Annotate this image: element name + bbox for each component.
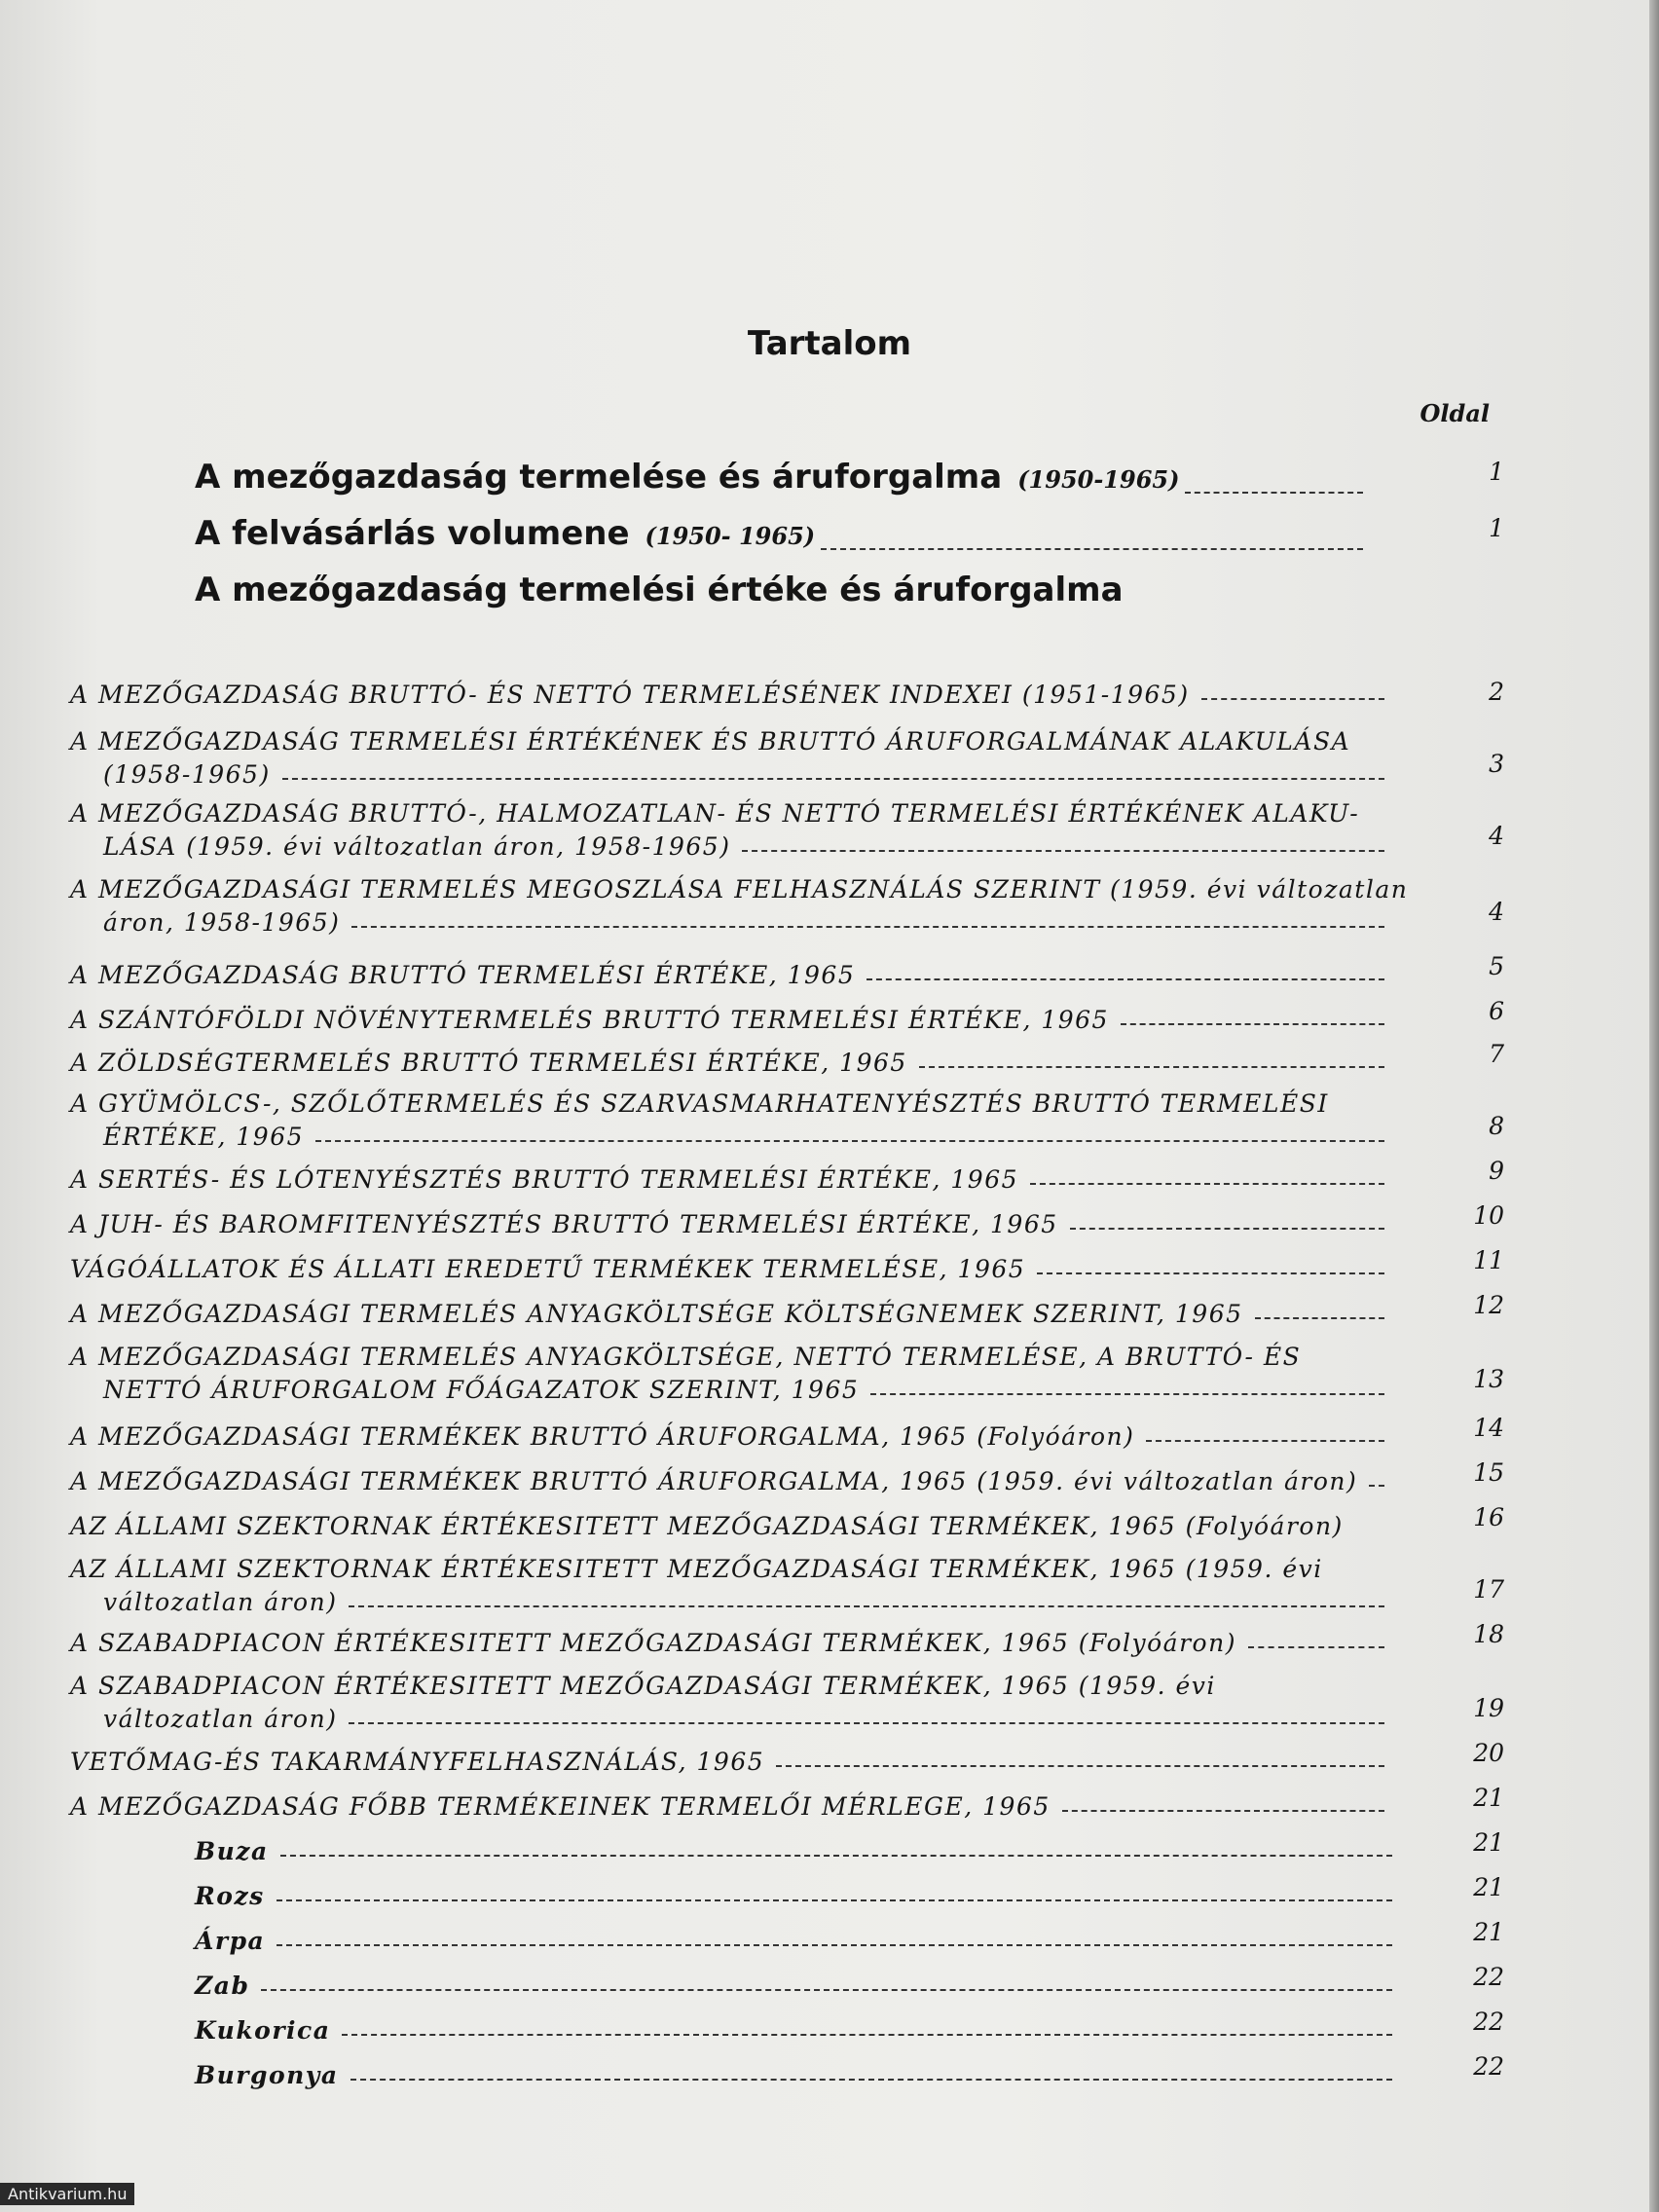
toc-subentry-title: Zab: [195, 1972, 250, 2000]
page-number: 1: [1489, 514, 1504, 542]
toc-entry: [70, 1040, 1384, 1077]
page-number: 21: [1473, 1784, 1504, 1812]
section-heading: [195, 458, 1363, 508]
page-number: 5: [1489, 952, 1504, 980]
dot-leader: [776, 1765, 1384, 1767]
page-number: 4: [1489, 898, 1504, 926]
section-heading: [195, 571, 1363, 621]
toc-entry: [70, 1291, 1384, 1328]
section-heading-text: A mezőgazdaság termelési értéke és áruforgalma: [195, 571, 1124, 609]
section-heading-years: (1950-1965): [1017, 465, 1180, 494]
toc-entry: [70, 997, 1384, 1034]
toc-entry-title-cont: LÁSA (1959. évi változatlan áron, 1958-1965): [103, 832, 731, 861]
page-number: 21: [1473, 1828, 1504, 1857]
page-number: 22: [1473, 1963, 1504, 1991]
page-column-header: Oldal: [1419, 399, 1490, 427]
toc-entry-title: A MEZŐGAZDASÁGI TERMELÉS ANYAGKÖLTSÉGE, NETTÓ TERMELÉSE, A BRUTTÓ- ÉS: [70, 1343, 1302, 1371]
dot-leader: [261, 1989, 1392, 1991]
dot-leader: [342, 2034, 1392, 2036]
dot-leader: [1062, 1810, 1384, 1812]
toc-entry: [70, 866, 1409, 937]
toc-entry: [70, 1081, 1384, 1151]
toc-entry-title: A SZABADPIACON ÉRTÉKESITETT MEZŐGAZDASÁGI TERMÉKEK, 1965 (Folyóáron): [70, 1629, 1236, 1657]
dot-leader: [349, 1605, 1384, 1607]
toc-entry-title: A MEZŐGAZDASÁG BRUTTÓ-, HALMOZATLAN- ÉS NETTÓ TERMELÉSI ÉRTÉKÉNEK ALAKU-: [70, 799, 1360, 828]
page-number: 15: [1473, 1458, 1504, 1487]
section-heading: [195, 514, 1363, 565]
toc-entry-title: A MEZŐGAZDASÁGI TERMÉKEK BRUTTÓ ÁRUFORGALMA, 1965 (Folyóáron): [70, 1422, 1135, 1451]
toc-subentry: [195, 1873, 1392, 1910]
toc-entry: [70, 1458, 1384, 1495]
page-number: 14: [1473, 1414, 1504, 1442]
page-number: 17: [1473, 1575, 1504, 1604]
page-number: 10: [1473, 1201, 1504, 1230]
watermark: Antikvarium.hu: [0, 2183, 134, 2205]
toc-entry: [70, 1620, 1384, 1657]
dot-leader: [351, 926, 1384, 928]
toc-entry-title: A MEZŐGAZDASÁG FŐBB TERMÉKEINEK TERMELŐI MÉRLEGE, 1965: [70, 1792, 1051, 1821]
dot-leader: [1369, 1485, 1384, 1487]
toc-entry-title-cont: áron, 1958-1965): [103, 908, 341, 937]
toc-entry: [70, 1784, 1384, 1821]
page-number: 11: [1473, 1246, 1504, 1274]
dot-leader: [1037, 1272, 1384, 1274]
toc-entry: [70, 791, 1384, 861]
toc-entry: [70, 1546, 1384, 1616]
dot-leader: [919, 1066, 1384, 1068]
page-number: 2: [1489, 678, 1504, 706]
toc-entry: [70, 719, 1384, 789]
toc-entry-title: VÁGÓÁLLATOK ÉS ÁLLATI EREDETŰ TERMÉKEK TERMELÉSE, 1965: [70, 1255, 1026, 1283]
toc-subentry: [195, 1963, 1392, 2000]
dot-leader: [276, 1899, 1392, 1901]
toc-entry-title: A MEZŐGAZDASÁG BRUTTÓ TERMELÉSI ÉRTÉKE, 1965: [70, 961, 856, 989]
dot-leader: [1185, 492, 1363, 494]
toc-entry-title: AZ ÁLLAMI SZEKTORNAK ÉRTÉKESITETT MEZŐGAZDASÁGI TERMÉKEK, 1965 (Folyóáron): [70, 1512, 1344, 1540]
page-number: 1: [1489, 458, 1504, 486]
toc-subentry-title: Árpa: [195, 1927, 266, 1955]
page-title: Tartalom: [747, 324, 912, 363]
dot-leader: [315, 1140, 1384, 1142]
dot-leader: [349, 1722, 1384, 1724]
dot-leader: [1146, 1440, 1384, 1442]
toc-entry-title: A MEZŐGAZDASÁGI TERMELÉS MEGOSZLÁSA FELHASZNÁLÁS SZERINT (1959. évi változatlan: [70, 875, 1409, 903]
toc-entry-title: A MEZŐGAZDASÁGI TERMELÉS ANYAGKÖLTSÉGE KÖLTSÉGNEMEK SZERINT, 1965: [70, 1300, 1243, 1328]
dot-leader: [280, 1855, 1392, 1857]
toc-entry: [70, 952, 1384, 989]
dot-leader: [276, 1944, 1392, 1946]
toc-entry-title-cont: (1958-1965): [103, 760, 271, 789]
toc-entry-title: VETŐMAG-ÉS TAKARMÁNYFELHASZNÁLÁS, 1965: [70, 1748, 765, 1776]
toc-entry: [70, 1503, 1384, 1540]
page-number: 20: [1473, 1739, 1504, 1767]
page-number: 21: [1473, 1918, 1504, 1946]
toc-entry: [70, 1739, 1384, 1776]
toc-entry: [70, 1334, 1384, 1404]
toc-subentry: [195, 1918, 1392, 1955]
toc-entry-title: A GYÜMÖLCS-, SZŐLŐTERMELÉS ÉS SZARVASMARHATENYÉSZTÉS BRUTTÓ TERMELÉSI: [70, 1089, 1329, 1118]
toc-entry: [70, 672, 1384, 709]
dot-leader: [1201, 698, 1384, 700]
section-heading-years: (1950- 1965): [645, 522, 816, 550]
toc-entry-title: A JUH- ÉS BAROMFITENYÉSZTÉS BRUTTÓ TERMELÉSI ÉRTÉKE, 1965: [70, 1210, 1058, 1238]
toc-entry-title: A MEZŐGAZDASÁG BRUTTÓ- ÉS NETTÓ TERMELÉSÉNEK INDEXEI (1951-1965): [70, 681, 1190, 709]
dot-leader: [1070, 1228, 1384, 1230]
page-number: 6: [1489, 997, 1504, 1025]
toc-entry: [70, 1246, 1384, 1283]
dot-leader: [1030, 1183, 1384, 1185]
toc-entry: [70, 1157, 1384, 1194]
toc-entry: [70, 1201, 1384, 1238]
dot-leader: [742, 850, 1384, 852]
toc-entry-title: A MEZŐGAZDASÁGI TERMÉKEK BRUTTÓ ÁRUFORGALMA, 1965 (1959. évi változatlan áron): [70, 1467, 1358, 1495]
page-number: 18: [1473, 1620, 1504, 1648]
dot-leader: [821, 548, 1363, 550]
dot-leader: [1255, 1317, 1384, 1319]
toc-subentry: [195, 2008, 1392, 2045]
page-number: 19: [1473, 1694, 1504, 1722]
dot-leader: [1248, 1646, 1384, 1648]
toc-entry-title: A ZÖLDSÉGTERMELÉS BRUTTÓ TERMELÉSI ÉRTÉKE, 1965: [70, 1049, 907, 1077]
dot-leader: [866, 978, 1384, 980]
page-number: 13: [1473, 1365, 1504, 1393]
toc-subentry-title: Burgonya: [195, 2061, 339, 2089]
page-number: 21: [1473, 1873, 1504, 1901]
page-number: 9: [1489, 1157, 1504, 1185]
page-number: 7: [1489, 1040, 1504, 1068]
toc-entry-title: A MEZŐGAZDASÁG TERMELÉSI ÉRTÉKÉNEK ÉS BRUTTÓ ÁRUFORGALMÁNAK ALAKULÁSA: [70, 727, 1351, 756]
section-heading-text: A mezőgazdaság termelése és áruforgalma: [195, 458, 1003, 497]
dot-leader: [350, 2079, 1392, 2081]
page-number: 22: [1473, 2052, 1504, 2081]
page-number: 8: [1489, 1112, 1504, 1140]
toc-subentry-title: Buza: [195, 1837, 269, 1865]
toc-subentry-title: Kukorica: [195, 2016, 331, 2045]
page-number: 12: [1473, 1291, 1504, 1319]
toc-entry-title: A SERTÉS- ÉS LÓTENYÉSZTÉS BRUTTÓ TERMELÉSI ÉRTÉKE, 1965: [70, 1165, 1019, 1194]
toc-entry-title-cont: változatlan áron): [103, 1705, 338, 1733]
toc-entry-title-cont: ÉRTÉKE, 1965: [103, 1123, 305, 1151]
toc-entry-title: A SZABADPIACON ÉRTÉKESITETT MEZŐGAZDASÁGI TERMÉKEK, 1965 (1959. évi: [70, 1672, 1216, 1700]
page-number: 4: [1489, 822, 1504, 850]
dot-leader: [282, 778, 1384, 780]
toc-entry-title: A SZÁNTÓFÖLDI NÖVÉNYTERMELÉS BRUTTÓ TERMELÉSI ÉRTÉKE, 1965: [70, 1006, 1109, 1034]
toc-entry: [70, 1663, 1384, 1733]
toc-entry: [70, 1414, 1384, 1451]
page-number: 16: [1473, 1503, 1504, 1531]
toc-entry-title-cont: változatlan áron): [103, 1588, 338, 1616]
toc-entry-title-cont: NETTÓ ÁRUFORGALOM FŐÁGAZATOK SZERINT, 1965: [103, 1376, 860, 1404]
dot-leader: [870, 1393, 1384, 1395]
toc-subentry: [195, 2052, 1392, 2089]
page-number: 22: [1473, 2008, 1504, 2036]
page-number: 3: [1489, 750, 1504, 778]
dot-leader: [1121, 1023, 1384, 1025]
toc-entry-title: AZ ÁLLAMI SZEKTORNAK ÉRTÉKESITETT MEZŐGAZDASÁGI TERMÉKEK, 1965 (1959. évi: [70, 1555, 1323, 1583]
toc-subentry-title: Rozs: [195, 1882, 265, 1910]
section-heading-text: A felvásárlás volumene: [195, 514, 630, 553]
toc-subentry: [195, 1828, 1392, 1865]
